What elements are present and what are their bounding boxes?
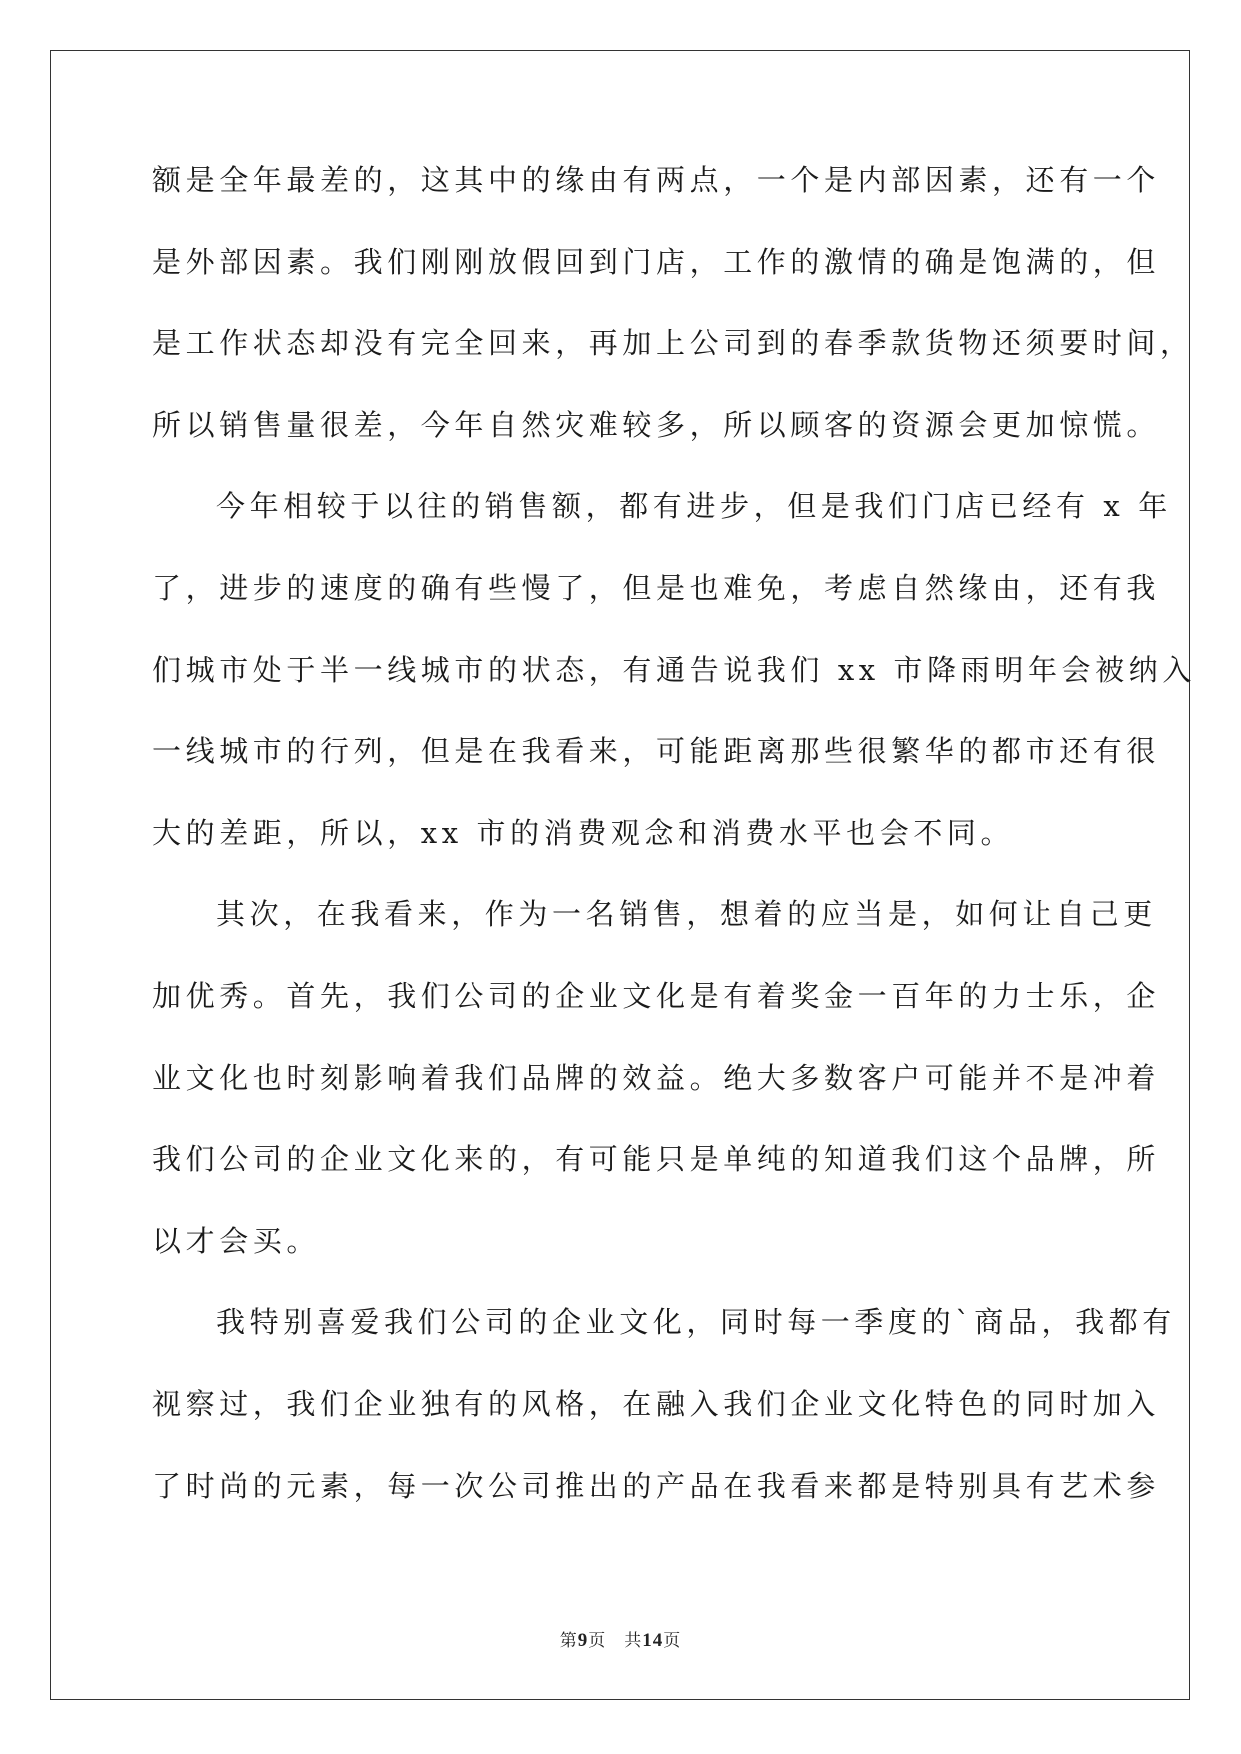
text-line-2: 是外部因素。我们刚刚放假回到门店，工作的激情的确是饱满的，但 (152, 244, 1161, 279)
text-line-10: 其次，在我看来，作为一名销售，想着的应当是，如何让自己更 (216, 897, 1157, 932)
page-footer (0, 1626, 1241, 1652)
text-line-16: 视察过，我们企业独有的风格，在融入我们企业文化特色的同时加入 (152, 1386, 1161, 1421)
total-pages: 14 (642, 1630, 664, 1651)
text-line-15: 我特别喜爱我们公司的企业文化，同时每一季度的`商品，我都有 (216, 1305, 1176, 1340)
text-line-17: 了时尚的元素，每一次公司推出的产品在我看来都是特别具有艺术参 (152, 1468, 1161, 1503)
text-line-6: 了，进步的速度的确有些慢了，但是也难免，考虑自然缘由，还有我 (152, 570, 1161, 605)
text-line-11: 加优秀。首先，我们公司的企业文化是有着奖金一百年的力士乐，企 (152, 978, 1161, 1013)
page-number: 9 (577, 1630, 589, 1651)
text-line-8: 一线城市的行列，但是在我看来，可能距离那些很繁华的都市还有很 (152, 734, 1161, 769)
text-line-5: 今年相较于以往的销售额，都有进步，但是我们门店已经有 x 年 (216, 489, 1172, 524)
text-line-9: 大的差距，所以，xx 市的消费观念和消费水平也会不同。 (152, 815, 1015, 850)
text-line-13: 我们公司的企业文化来的，有可能只是单纯的知道我们这个品牌，所 (152, 1142, 1161, 1177)
text-line-1: 额是全年最差的，这其中的缘由有两点，一个是内部因素，还有一个 (152, 163, 1161, 197)
total-prefix: 共 (624, 1631, 643, 1651)
text-line-7: 们城市处于半一线城市的状态，有通告说我们 xx 市降雨明年会被纳入 (152, 652, 1196, 687)
page-prefix: 第 (559, 1631, 578, 1651)
total-suffix: 页 (663, 1631, 682, 1651)
page-suffix: 页 (588, 1631, 607, 1651)
text-line-14: 以才会买。 (152, 1223, 321, 1258)
text-line-3: 是工作状态却没有完全回来，再加上公司到的春季款货物还须要时间， (152, 326, 1194, 361)
text-line-12: 业文化也时刻影响着我们品牌的效益。绝大多数客户可能并不是冲着 (152, 1060, 1161, 1095)
document-body (152, 160, 1196, 1547)
text-line-4: 所以销售量很差，今年自然灾难较多，所以顾客的资源会更加惊慌。 (152, 407, 1161, 442)
